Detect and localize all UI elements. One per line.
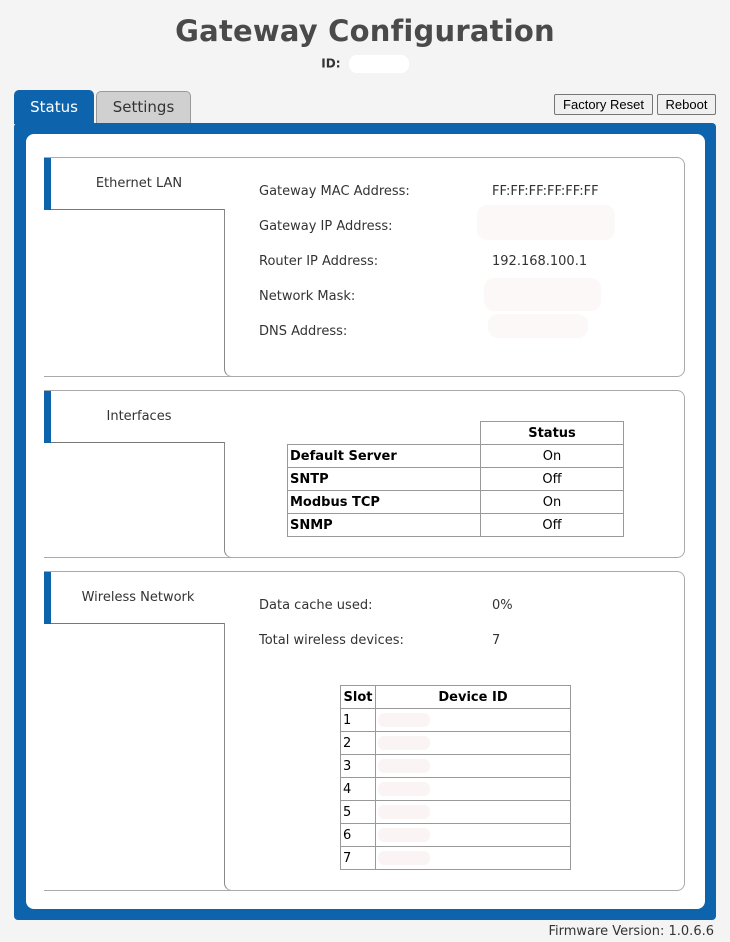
device-id-redacted [378,736,430,750]
interface-name: Default Server [288,445,481,468]
reboot-button[interactable]: Reboot [657,94,716,115]
dns-address-label: DNS Address: [259,324,348,339]
factory-reset-button[interactable]: Factory Reset [554,94,653,115]
router-ip-value: 192.168.100.1 [492,254,588,269]
interface-name: SNTP [288,468,481,491]
table-row [341,709,571,732]
slot-number: 7 [341,847,376,870]
wireless-divider [224,623,226,881]
network-mask-redacted [484,278,601,311]
device-id-cell [376,824,571,847]
slot-number: 6 [341,824,376,847]
table-row [288,514,624,537]
wireless-devices-label: Total wireless devices: [259,633,404,648]
device-id-redacted [378,828,430,842]
gateway-ip-redacted [477,205,615,240]
device-id-cell [376,732,571,755]
slot-number: 2 [341,732,376,755]
mac-address-value: FF:FF:FF:FF:FF:FF [492,184,599,199]
tab-settings[interactable]: Settings [96,91,191,124]
interfaces-divider [224,442,226,548]
slot-number: 3 [341,755,376,778]
gateway-ip-label: Gateway IP Address: [259,219,393,234]
slot-header: Slot [341,686,376,709]
page-title: Gateway Configuration [175,14,555,48]
data-cache-value: 0% [492,598,513,613]
interfaces-table [287,421,624,537]
gateway-id-label: ID: [321,56,341,71]
interface-status: On [481,445,624,468]
device-id-redacted [378,759,430,773]
interface-name: SNMP [288,514,481,537]
gateway-id [0,55,730,73]
tab-status[interactable]: Status [14,90,94,124]
device-table [340,685,571,870]
table-row [341,778,571,801]
ethernet-corner [224,366,235,377]
network-mask-label: Network Mask: [259,289,356,304]
data-cache-label: Data cache used: [259,598,373,613]
table-row [341,847,571,870]
wireless-corner [224,880,235,891]
table-row [341,801,571,824]
device-id-redacted [378,713,430,727]
interfaces-caption: Interfaces [106,409,172,424]
table-row [341,732,571,755]
interface-status: Off [481,468,624,491]
dns-address-redacted [488,314,588,338]
wireless-devices-value: 7 [492,633,501,648]
table-row [288,445,624,468]
device-id-header: Device ID [376,686,571,709]
interfaces-corner [224,547,235,558]
device-id-cell [376,801,571,824]
gateway-id-redacted [349,55,409,73]
slot-number: 5 [341,801,376,824]
slot-number: 4 [341,778,376,801]
device-id-cell [376,847,571,870]
interface-status: On [481,491,624,514]
interfaces-header-row [288,422,624,445]
ethernet-divider [224,209,226,367]
router-ip-label: Router IP Address: [259,254,379,269]
device-id-cell [376,709,571,732]
interfaces-header-blank [288,422,481,445]
table-row [288,468,624,491]
table-row [341,755,571,778]
ethernet-caption: Ethernet LAN [95,176,183,191]
mac-address-label: Gateway MAC Address: [259,184,410,199]
device-id-redacted [378,851,430,865]
device-id-redacted [378,782,430,796]
interfaces-status-header: Status [481,422,624,445]
interface-name: Modbus TCP [288,491,481,514]
device-id-redacted [378,805,430,819]
wireless-caption: Wireless Network [81,590,195,605]
table-row [288,491,624,514]
firmware-version: Firmware Version: 1.0.6.6 [548,924,714,939]
device-id-cell [376,755,571,778]
interface-status: Off [481,514,624,537]
table-row [341,824,571,847]
slot-number: 1 [341,709,376,732]
device-id-cell [376,778,571,801]
device-header-row [341,686,571,709]
